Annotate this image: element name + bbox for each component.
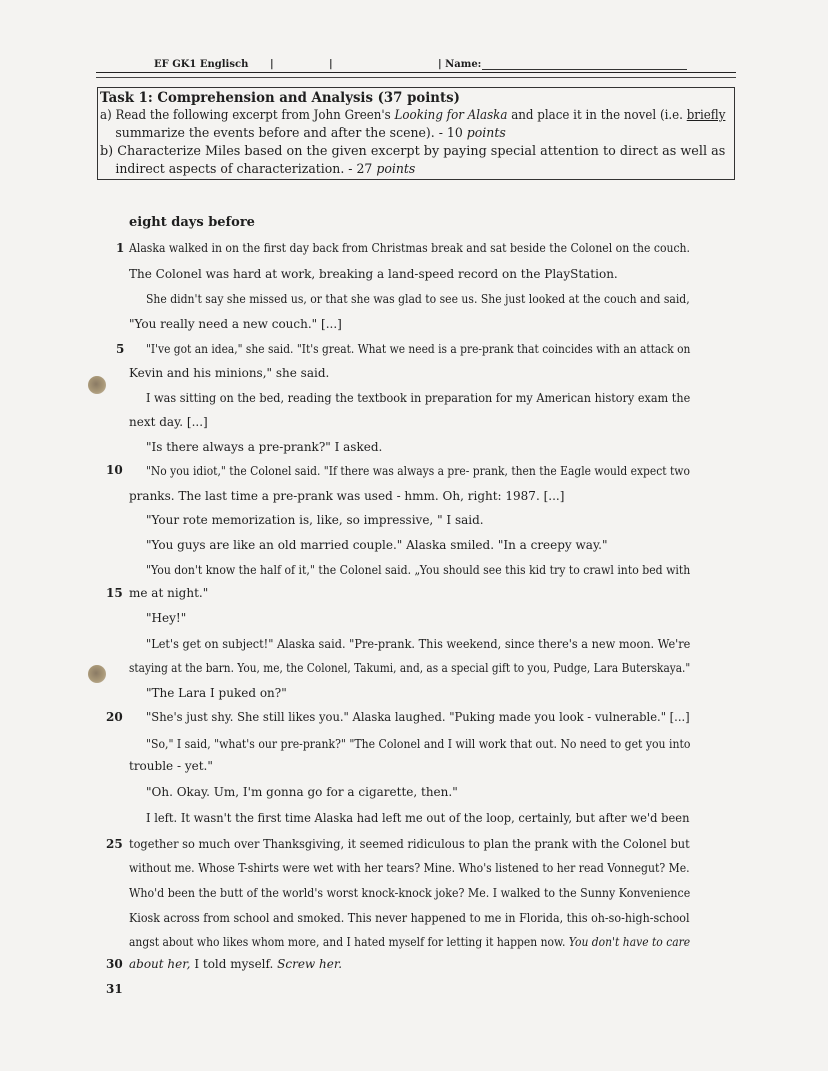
task-a-text: summarize the events before and after the scene). - 10 [115, 126, 467, 141]
excerpt-line: Kevin and his minions," she said. [129, 366, 330, 380]
excerpt-line: staying at the barn. You, me, the Colonel, Takumi, and, as a special gift to you, Pudge, Lara Buterskaya." [129, 661, 691, 675]
excerpt-line: "I've got an idea," she said. "It's great. What we need is a pre-prank that coincides with an attack on [146, 342, 691, 356]
line-number: 1 [116, 241, 125, 255]
line-number: 20 [106, 710, 123, 724]
excerpt-line: I was sitting on the bed, reading the textbook in preparation for my American history exam the [146, 391, 691, 405]
excerpt-text: I told myself. [190, 957, 278, 971]
task-b-text: b) Characterize Miles based on the given excerpt by paying special attention to direct as well as [100, 144, 726, 159]
excerpt-line [129, 935, 690, 949]
excerpt-line: "She's just shy. She still likes you." Alaska laughed. "Puking made you look - vulnerable." [...] [146, 710, 690, 724]
excerpt-line: "You don't know the half of it," the Colonel said. „You should see this kid try to crawl into bed with [146, 563, 691, 577]
task-item-a [100, 107, 734, 143]
punch-hole [88, 665, 106, 683]
line-number: 30 [106, 957, 123, 971]
excerpt-text: angst about who likes whom more, and I hated myself for letting it happen now. [129, 935, 569, 949]
header-separator: | [329, 59, 333, 70]
excerpt-line: me at night." [129, 586, 209, 600]
line-number: 31 [106, 982, 123, 996]
excerpt-italic: Screw her. [277, 957, 343, 971]
task-box [97, 87, 735, 180]
excerpt-heading: eight days before [129, 215, 255, 230]
task-a-text: a) Read the following excerpt from John Green's [100, 108, 395, 123]
excerpt-line: "Your rote memorization is, like, so impressive, " I said. [146, 513, 484, 527]
excerpt-line: "No you idiot," the Colonel said. "If there was always a pre- prank, then the Eagle would expect two [146, 464, 690, 478]
excerpt-line [129, 957, 342, 971]
line-number: 25 [106, 837, 123, 851]
excerpt-line: "So," I said, "what's our pre-prank?" "The Colonel and I will work that out. No need to get you into [146, 737, 691, 751]
excerpt-line: Who'd been the butt of the world's worst knock-knock joke? Me. I walked to the Sunny Konvenience [129, 886, 691, 900]
excerpt-line: Alaska walked in on the first day back from Christmas break and sat beside the Colonel on the couch. [129, 241, 691, 255]
excerpt-line: "The Lara I puked on?" [146, 686, 287, 700]
task-a-points: points [466, 126, 506, 141]
header-separator: | [270, 59, 274, 70]
excerpt-line: "Oh. Okay. Um, I'm gonna go for a cigarette, then." [146, 785, 458, 799]
page-header [96, 56, 736, 76]
excerpt-line: Kiosk across from school and smoked. This never happened to me in Florida, this oh-so-high-school [129, 911, 690, 925]
name-field-line [482, 69, 687, 70]
excerpt-line: The Colonel was hard at work, breaking a land-speed record on the PlayStation. [129, 267, 618, 281]
excerpt-line: pranks. The last time a pre-prank was used - hmm. Oh, right: 1987. [...] [129, 489, 565, 503]
excerpt-line: "You really need a new couch." [...] [129, 317, 342, 331]
task-a-emphasis: briefly [686, 108, 726, 123]
excerpt-line: trouble - yet." [129, 759, 213, 773]
excerpt-line: I left. It wasn't the first time Alaska had left me out of the loop, certainly, but after we'd been [146, 811, 690, 825]
excerpt-line: together so much over Thanksgiving, it seemed ridiculous to plan the prank with the Colonel but [129, 837, 690, 851]
book-title: Looking for Alaska [394, 108, 508, 123]
excerpt-italic: You don't have to care [568, 935, 691, 949]
task-item-b [100, 143, 734, 179]
task-a-text: and place it in the novel (i.e. [507, 108, 687, 123]
task-b-text: indirect aspects of characterization. - 27 [115, 162, 377, 177]
task-title: Task 1: Comprehension and Analysis (37 points) [100, 90, 460, 106]
excerpt-line: "Is there always a pre-prank?" I asked. [146, 440, 383, 454]
excerpt-line: She didn't say she missed us, or that she was glad to see us. She just looked at the couch and said, [146, 292, 690, 306]
excerpt-italic: about her, [129, 957, 191, 971]
line-number: 5 [116, 342, 125, 356]
header-rule [96, 77, 736, 78]
excerpt-line: "Let's get on subject!" Alaska said. "Pre-prank. This weekend, since there's a new moon. We're [146, 637, 691, 651]
course-label: EF GK1 Englisch [154, 59, 249, 70]
excerpt-line: next day. [...] [129, 415, 208, 429]
name-label: | Name: [438, 59, 482, 70]
task-b-points: points [376, 162, 416, 177]
line-number: 15 [106, 586, 123, 600]
header-rule [96, 72, 736, 73]
punch-hole [88, 376, 106, 394]
excerpt-line: without me. Whose T-shirts were wet with her tears? Mine. Who's listened to her read Vonnegut? Me. [129, 861, 690, 875]
excerpt-line: "You guys are like an old married couple." Alaska smiled. "In a creepy way." [146, 538, 608, 552]
line-number: 10 [106, 463, 123, 477]
excerpt-line: "Hey!" [146, 611, 187, 625]
